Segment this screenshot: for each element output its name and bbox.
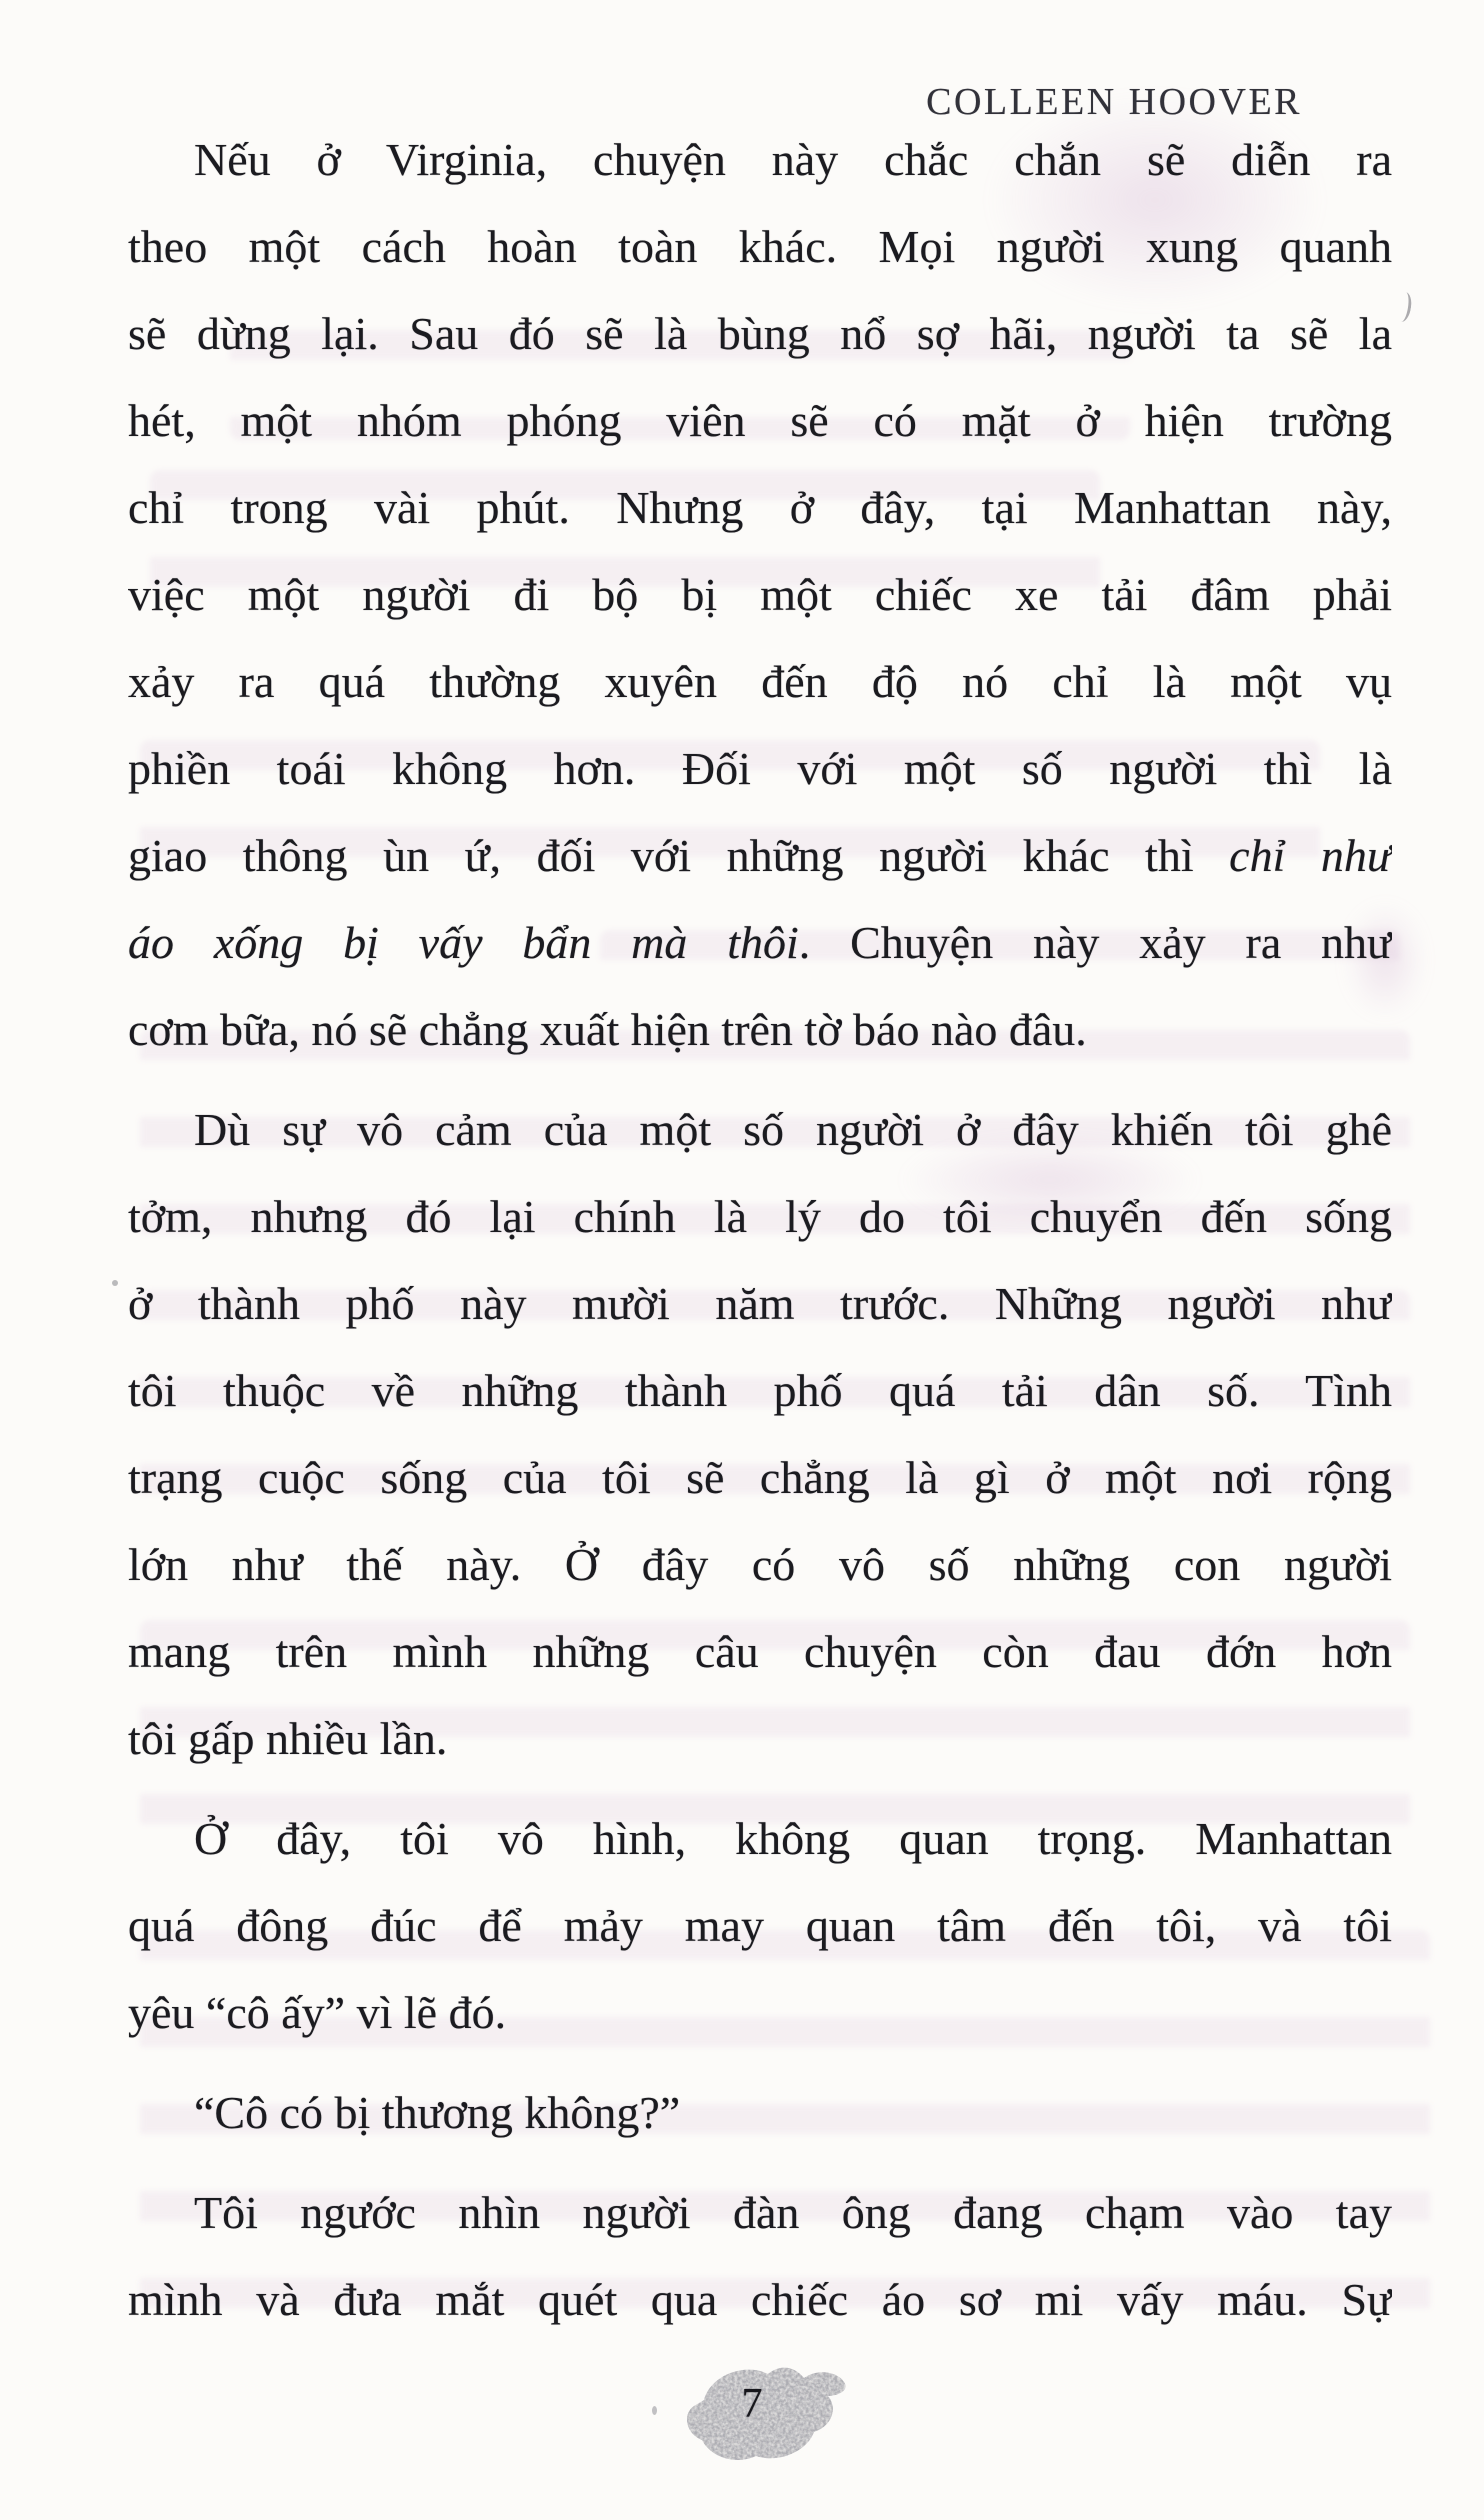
text-line: mình và đưa mắt quét qua chiếc áo sơ mi vấy máu. Sự [128, 2274, 1392, 2325]
text-line: ở thành phố này mười năm trước. Những người như [128, 1278, 1392, 1329]
text-line: Ở đây, tôi vô hình, không quan trọng. Manhattan [194, 1813, 1392, 1864]
text-line: chỉ trong vài phút. Nhưng ở đây, tại Manhattan này, [128, 482, 1392, 533]
text-line: lớn như thế này. Ở đây có vô số những con người [128, 1539, 1392, 1590]
text-line: mang trên mình những câu chuyện còn đau đớn hơn [128, 1626, 1392, 1677]
text-line: Tôi ngước nhìn người đàn ông đang chạm vào tay [194, 2187, 1392, 2238]
text-line: cơm bữa, nó sẽ chẳng xuất hiện trên tờ báo nào đâu. [128, 1004, 1087, 1055]
text-line: áo xống bị vấy bẩn mà thôi. Chuyện này xảy ra như [128, 917, 1392, 968]
text-line: hét, một nhóm phóng viên sẽ có mặt ở hiện trường [128, 395, 1392, 446]
paragraph [128, 1795, 1392, 2056]
text-line: trạng cuộc sống của tôi sẽ chẳng là gì ở một nơi rộng [128, 1452, 1392, 1503]
page-number: 7 [741, 2381, 763, 2427]
body-text [128, 116, 1392, 2356]
text-line: xảy ra quá thường xuyên đến độ nó chỉ là một vụ [128, 656, 1392, 707]
text-line: tôi gấp nhiều lần. [128, 1713, 448, 1764]
paragraph [128, 2069, 1392, 2156]
text-line: “Cô có bị thương không?” [194, 2087, 681, 2138]
text-line: việc một người đi bộ bị một chiếc xe tải đâm phải [128, 569, 1392, 620]
text-line: giao thông ùn ứ, đối với những người khác thì chỉ như [128, 830, 1392, 881]
scan-mark [112, 1280, 118, 1286]
ink-blot [652, 2352, 862, 2482]
running-header: COLLEEN HOOVER [926, 81, 1302, 123]
text-line: theo một cách hoàn toàn khác. Mọi người xung quanh [128, 221, 1392, 272]
paragraph [128, 1086, 1392, 1782]
text-line: tởm, nhưng đó lại chính là lý do tôi chuyển đến sống [128, 1191, 1392, 1242]
text-line: yêu “cô ấy” vì lẽ đó. [128, 1987, 507, 2038]
text-line: phiền toái không hơn. Đối với một số người thì là [128, 743, 1392, 794]
text-line: tôi thuộc về những thành phố quá tải dân số. Tình [128, 1365, 1392, 1416]
text-line: Nếu ở Virginia, chuyện này chắc chắn sẽ diễn ra [194, 134, 1392, 185]
text-line: sẽ dừng lại. Sau đó sẽ là bùng nổ sợ hãi, người ta sẽ la [128, 308, 1392, 359]
paragraph [128, 2169, 1392, 2343]
paragraph [128, 116, 1392, 1073]
text-line: Dù sự vô cảm của một số người ở đây khiến tôi ghê [194, 1104, 1392, 1155]
scan-mark [1394, 291, 1414, 323]
text-line: quá đông đúc để mảy may quan tâm đến tôi, và tôi [128, 1900, 1392, 1951]
